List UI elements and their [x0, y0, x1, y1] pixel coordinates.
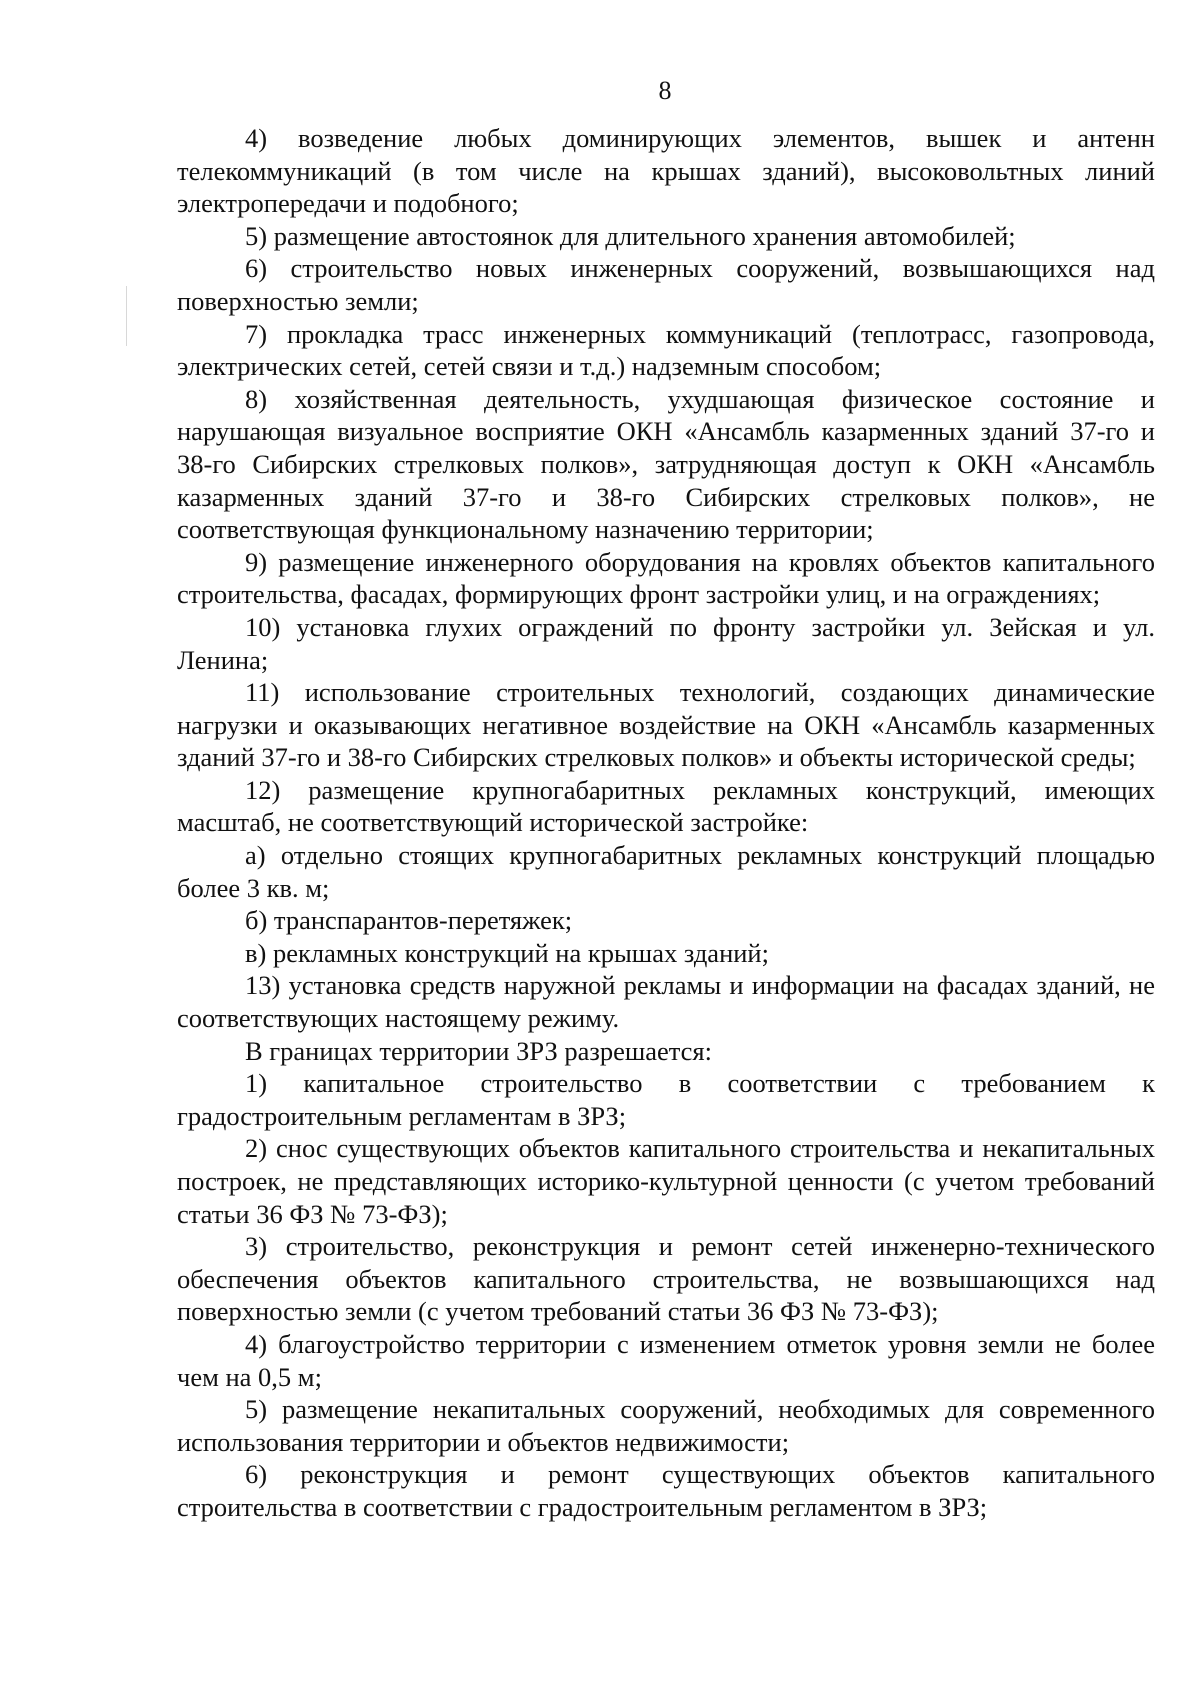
document-body — [177, 122, 1155, 1524]
paragraph-prohibited-8: 8) хозяйственная деятельность, ухудшающая физическое состояние и нарушающая визуальное восприятие ОКН «Ансамбль казарменных зданий 37-го и 38-го Сибирских стрелковых полков», затрудняющая доступ к ОКН «Ансамбль казарменных зданий 37-го и 38-го Сибирских стрелковых полков», не соответствующая функциональному назначению территории; — [177, 383, 1155, 545]
paragraph-subitem-b: б) транспарантов-перетяжек; — [245, 905, 573, 936]
paragraph-prohibited-5: 5) размещение автостоянок для длительного хранения автомобилей; — [245, 220, 1016, 251]
paragraph-permitted-1: 1) капитальное строительство в соответствии с требованием к градостроительным регламентам в ЗРЗ; — [177, 1068, 1155, 1131]
section-heading-permitted: В границах территории ЗРЗ разрешается: — [245, 1035, 712, 1066]
paragraph-prohibited-13: 13) установка средств наружной рекламы и информации на фасадах зданий, не соответствующих настоящему режиму. — [177, 970, 1155, 1034]
paragraph-subitem-a: а) отдельно стоящих крупногабаритных рекламных конструкций площадью более 3 кв. м; — [177, 840, 1155, 903]
paragraph-permitted-4: 4) благоустройство территории с изменением отметок уровня земли не более чем на 0,5 м; — [177, 1328, 1155, 1392]
paragraph-subitem-v: в) рекламных конструкций на крышах зданий; — [245, 937, 769, 968]
paragraph-permitted-2: 2) снос существующих объектов капитального строительства и некапитальных построек, не представляющих историко-культурной ценности (с учетом требований статьи 36 ФЗ № 73-ФЗ); — [177, 1133, 1155, 1229]
paragraph-prohibited-7: 7) прокладка трасс инженерных коммуникаций (теплотрасс, газопровода, электрических сетей, сетей связи и т.д.) надземным способом; — [177, 318, 1155, 382]
paragraph-prohibited-9: 9) размещение инженерного оборудования на кровлях объектов капитального строительства, фасадах, формирующих фронт застройки улиц, и на ограждениях; — [177, 546, 1155, 610]
scan-margin-mark — [126, 286, 127, 346]
paragraph-prohibited-6: 6) строительство новых инженерных сооружений, возвышающихся над поверхностью земли; — [177, 253, 1155, 316]
paragraph-permitted-6: 6) реконструкция и ремонт существующих объектов капитального строительства в соответствии с градостроительным регламентом в ЗРЗ; — [177, 1459, 1155, 1522]
paragraph-prohibited-10: 10) установка глухих ограждений по фронту застройки ул. Зейская и ул. Ленина; — [177, 611, 1155, 675]
paragraph-permitted-5: 5) размещение некапитальных сооружений, необходимых для современного использования территории и объектов недвижимости; — [177, 1394, 1155, 1457]
paragraph-prohibited-11: 11) использование строительных технологий, создающих динамические нагрузки и оказывающих негативное воздействие на ОКН «Ансамбль казарменных зданий 37-го и 38-го Сибирских стрелковых полков» и объекты исторической среды; — [177, 677, 1155, 773]
paragraph-permitted-3: 3) строительство, реконструкция и ремонт сетей инженерно-технического обеспечения объектов капитального строительства, не возвышающихся над поверхностью земли (с учетом требований статьи 36 ФЗ № 73-ФЗ); — [177, 1231, 1155, 1327]
paragraph-prohibited-12: 12) размещение крупногабаритных рекламных конструкций, имеющих масштаб, не соответствующий исторической застройке: — [177, 774, 1155, 838]
page-number: 8 — [658, 76, 672, 105]
paragraph-prohibited-4: 4) возведение любых доминирующих элементов, вышек и антенн телекоммуникаций (в том числе на крышах зданий), высоковольтных линий электропередачи и подобного; — [177, 123, 1155, 219]
